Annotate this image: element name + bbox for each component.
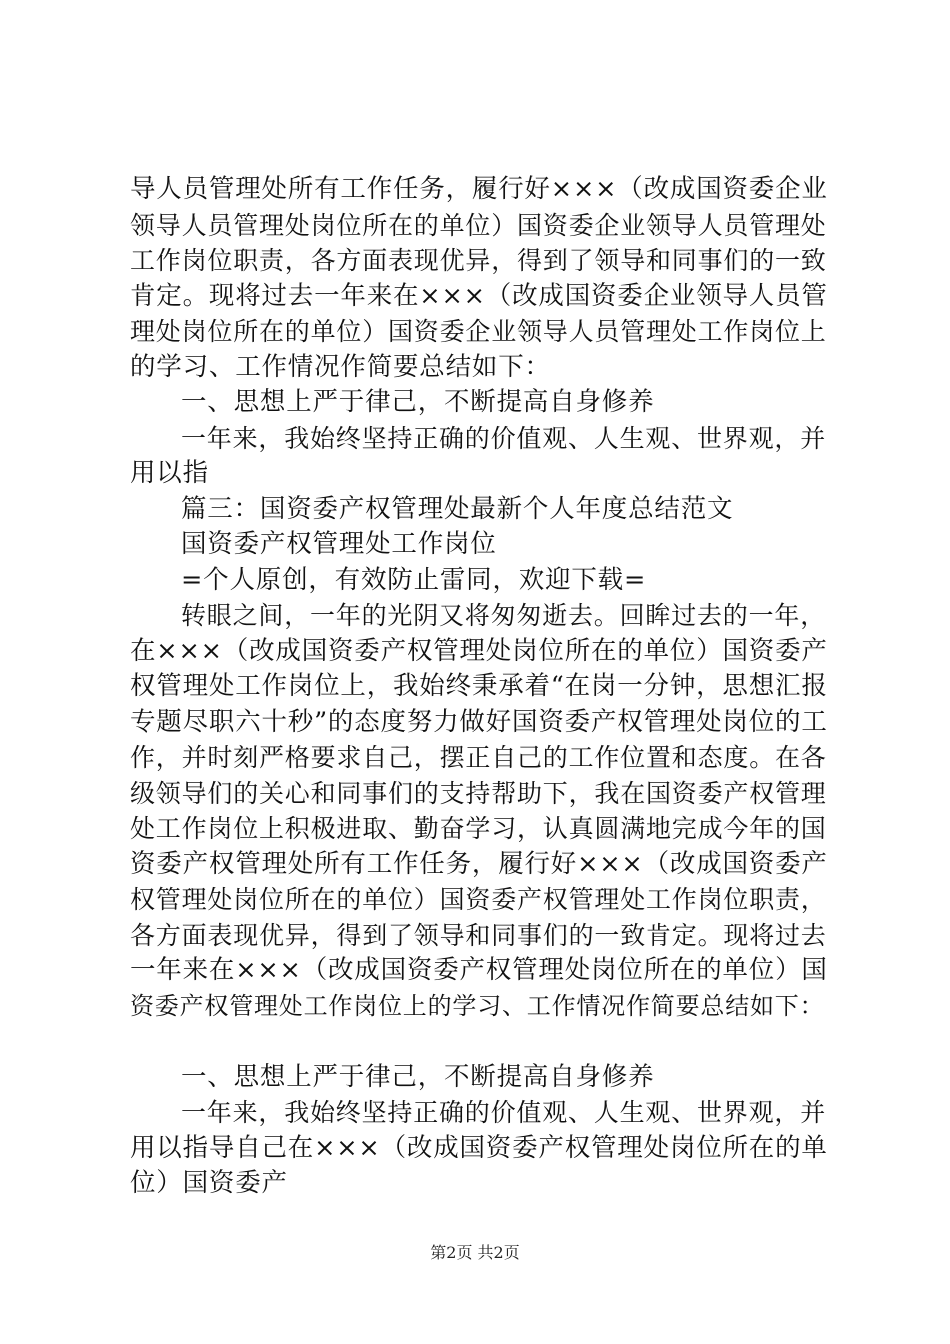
page-footer: 第2页 共2页 [430,1243,520,1262]
text-line: 一年来，我始终坚持正确的价值观、人生观、世界观，并 [181,1098,827,1127]
text-line: =个人原创，有效防止雷同，欢迎下载= [181,564,647,595]
text-line: 处工作岗位上积极进取、勤奋学习，认真圆满地完成今年的国 [130,814,827,843]
text-line: 权管理处工作岗位上，我始终秉承着“在岗一分钟，思想汇报 [130,671,828,701]
text-line: 资委产权管理处工作岗位上的学习、工作情况作简要总结如下： [130,991,825,1020]
text-line: 资委产权管理处所有工作任务，履行好×××（改成国资委产 [130,848,828,879]
text-line: 工作岗位职责，各方面表现优异，得到了领导和同事们的一致 [130,246,827,275]
text-line: 位）国资委产 [130,1168,288,1198]
text-line: 篇三：国资委产权管理处最新个人年度总结范文 [181,493,734,524]
text-line: 用以指 [130,458,209,488]
text-line: 一、思想上严于律己，不断提高自身修养 [181,387,655,417]
text-line: 级领导们的关心和同事们的支持帮助下，我在国资委产权管理 [130,778,827,808]
text-line: 在×××（改成国资委产权管理处岗位所在的单位）国资委产 [130,635,828,666]
text-line: 转眼之间，一年的光阴又将匆匆逝去。回眸过去的一年， [181,601,827,630]
text-line: 用以指导自己在×××（改成国资委产权管理处岗位所在的单 [130,1132,828,1163]
text-line: 理处岗位所在的单位）国资委企业领导人员管理处工作岗位上 [130,317,827,346]
text-line: 导人员管理处所有工作任务，履行好×××（改成国资委企业 [130,174,828,204]
text-line: 一年来，我始终坚持正确的价值观、人生观、世界观，并 [181,423,827,453]
text-line: 领导人员管理处岗位所在的单位）国资委企业领导人员管理处 [130,210,827,240]
text-line: 的学习、工作情况作简要总结如下： [130,351,551,382]
text-line: 各方面表现优异，得到了领导和同事们的一致肯定。现将过去 [130,920,827,950]
blank-line [130,1024,830,1060]
text-line: 专题尽职六十秒”的态度努力做好国资委产权管理处岗位的工 [130,706,828,737]
document-body [130,172,830,1202]
text-line: 作，并时刻严格要求自己，摆正自己的工作位置和态度。在各 [130,743,827,772]
text-line: 肯定。现将过去一年来在×××（改成国资委企业领导人员管 [130,280,828,311]
text-line: 权管理处岗位所在的单位）国资委产权管理处工作岗位职责， [130,885,827,914]
text-line: 国资委产权管理处工作岗位 [181,529,497,559]
text-line: 一、思想上严于律己，不断提高自身修养 [181,1061,655,1092]
text-line: 一年来在×××（改成国资委产权管理处岗位所在的单位）国 [130,955,828,985]
